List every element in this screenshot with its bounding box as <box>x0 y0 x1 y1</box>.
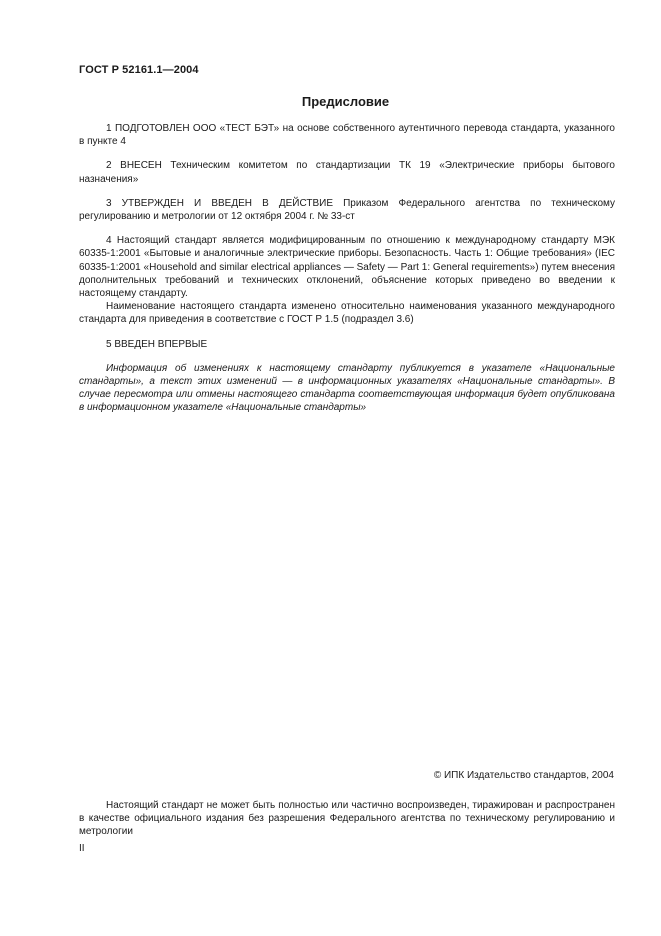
paragraph-4: 4 Настоящий стандарт является модифицированным по отношению к международному стандарту МЭК 60335-1:2001 «Бытовые и аналогичные электрические приборы. Безопасность. Часть 1: Общие требования» (IEC 60335-1:2001 «Household and similar electrical appliances — Safety — Part 1: General requirements») путем внесения дополнительных требований и технических отклонений, объяснение которых приведено во введении к настоящему стандарту. <box>79 235 615 300</box>
copyright: © ИПК Издательство стандартов, 2004 <box>433 770 614 781</box>
foreword-body <box>79 122 615 415</box>
paragraph-3: 3 УТВЕРЖДЕН И ВВЕДЕН В ДЕЙСТВИЕ Приказом Федерального агентства по техническому регулированию и метрологии от 12 октября 2004 г. № 33-ст <box>79 197 615 223</box>
paragraph-5: 5 ВВЕДЕН ВПЕРВЫЕ <box>106 338 208 350</box>
paragraph-4-note: Наименование настоящего стандарта изменено относительно наименования указанного международного стандарта для приведения в соответствие с ГОСТ Р 1.5 (подраздел 3.6) <box>79 301 615 326</box>
document-header: ГОСТ Р 52161.1—2004 <box>79 64 199 76</box>
paragraph-2: 2 ВНЕСЕН Техническим комитетом по стандартизации ТК 19 «Электрические приборы бытового назначения» <box>79 160 615 185</box>
reproduction-notice: Настоящий стандарт не может быть полностью или частично воспроизведен, тиражирован и распространен в качестве официального издания без разрешения Федерального агентства по техническому регулированию и метрологии <box>79 800 615 838</box>
section-title: Предисловие <box>301 94 390 109</box>
paragraph-1: 1 ПОДГОТОВЛЕН ООО «ТЕСТ БЭТ» на основе собственного аутентичного перевода стандарта, указанного в пункте 4 <box>79 123 615 148</box>
page-number: II <box>79 843 85 854</box>
changes-info: Информация об изменениях к настоящему стандарту публикуется в указателе «Национальные стандарты», а текст этих изменений — в информационных указателях «Национальные стандарты». В случае пересмотра или отмены настоящего стандарта соответствующая информация будет опубликована в информационном указателе «Национальные стандарты» <box>79 362 615 414</box>
